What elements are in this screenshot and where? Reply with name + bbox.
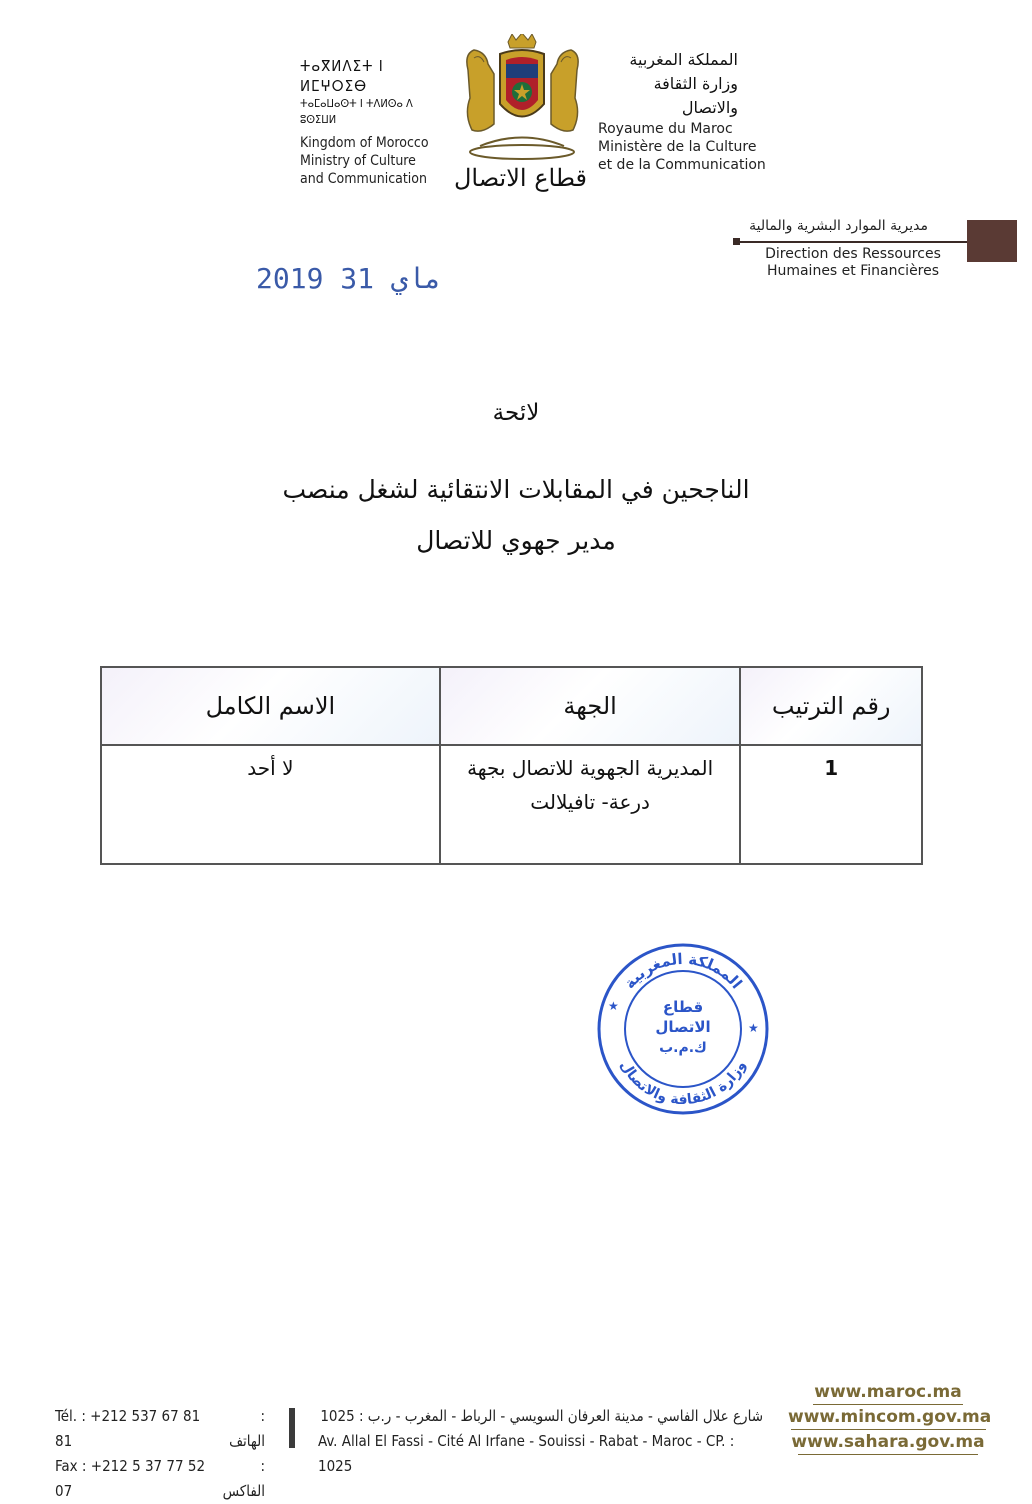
svg-text:★: ★ bbox=[608, 999, 619, 1013]
cell-region-line1: المديرية الجهوية للاتصال بجهة bbox=[467, 756, 714, 780]
website-link[interactable]: www.maroc.ma bbox=[814, 1382, 962, 1402]
header-tifinagh-line2: ⵜⴰⵎⴰⵡⴰⵙⵜ ⵏ ⵜⴷⵍⵙⴰ ⴷ ⵓⵙⵉⵡⵍ bbox=[300, 97, 413, 126]
header-fullname: الاسم الكامل bbox=[101, 667, 440, 745]
footer-divider bbox=[289, 1408, 295, 1448]
footer-fax-ar: : الفاكس bbox=[222, 1457, 265, 1500]
cell-region bbox=[440, 745, 741, 864]
directorate-accent-box bbox=[967, 220, 1017, 262]
directorate-block bbox=[735, 215, 1020, 285]
header-region: الجهة bbox=[440, 667, 741, 745]
document-subtitle-line1: الناجحين في المقابلات الانتقائية لشغل منصب bbox=[282, 475, 750, 504]
header-right-line2: Ministère de la Culture bbox=[598, 139, 757, 155]
results-table bbox=[100, 666, 923, 865]
stamp-inner-line2: الاتصال bbox=[655, 1018, 711, 1036]
header-left-line2: Ministry of Culture bbox=[300, 153, 416, 169]
header-rank: رقم الترتيب bbox=[740, 667, 922, 745]
header-right-block bbox=[598, 48, 766, 174]
table-row bbox=[101, 745, 922, 864]
stamp-inner-line1: قطاع bbox=[662, 998, 704, 1016]
directorate-fr-line1: Direction des Ressources bbox=[765, 246, 941, 262]
date-stamp: 2019 ماي 31 bbox=[256, 262, 442, 295]
stamp-inner-line3: ك.م.ب bbox=[659, 1040, 707, 1056]
svg-text:★: ★ bbox=[748, 1021, 759, 1035]
sector-title: قطاع الاتصال bbox=[453, 164, 588, 192]
footer-address-fr: Av. Allal El Fassi - Cité Al Irfane - Souissi - Rabat - Maroc - CP. : 1025 bbox=[318, 1432, 735, 1475]
table-header-row bbox=[101, 667, 922, 745]
stamp-outer-top: المملكة المغربية bbox=[620, 949, 746, 993]
footer-address-ar: شارع علال الفاسي - مدينة العرفان السويسي - الرباط - المغرب - ر.ب : 1025 bbox=[320, 1407, 763, 1425]
cell-name: لا أحد bbox=[101, 745, 440, 864]
directorate-divider bbox=[735, 241, 967, 243]
stamp-outer-bottom: وزارة الثقافة والاتصال bbox=[616, 1058, 750, 1109]
header-left-line1: Kingdom of Morocco bbox=[300, 135, 429, 151]
footer-fax-row bbox=[55, 1454, 265, 1504]
website-link[interactable]: www.mincom.gov.ma bbox=[788, 1407, 992, 1427]
footer-tel: Tél. : +212 537 67 81 81 bbox=[55, 1407, 201, 1450]
website-link[interactable]: www.sahara.gov.ma bbox=[791, 1432, 985, 1452]
directorate-fr bbox=[753, 246, 953, 280]
header-ar-kingdom: المملكة المغربية bbox=[629, 50, 738, 69]
header-left-line3: and Communication bbox=[300, 171, 427, 187]
footer-tel-row bbox=[55, 1404, 265, 1454]
document-title: لائحة bbox=[492, 400, 540, 426]
official-stamp bbox=[594, 940, 772, 1118]
footer-tel-ar: : الهاتف bbox=[229, 1407, 265, 1450]
footer-address bbox=[318, 1404, 763, 1479]
footer-fax: Fax : +212 5 37 77 52 07 bbox=[55, 1457, 206, 1500]
header-left-block bbox=[300, 56, 445, 188]
document-subtitle-line2: مدير جهوي للاتصال bbox=[416, 526, 616, 555]
cell-rank: 1 bbox=[740, 745, 922, 864]
cell-region-line2: درعة- تافيلالت bbox=[530, 790, 650, 814]
footer-websites bbox=[788, 1380, 992, 1455]
header-right-line3: et de la Communication bbox=[598, 157, 766, 173]
directorate-fr-line2: Humaines et Financières bbox=[766, 263, 940, 279]
header-right-line1: Royaume du Maroc bbox=[598, 121, 733, 137]
header-ar-ministry: وزارة الثقافة والاتصال bbox=[653, 74, 738, 117]
website-underline bbox=[798, 1454, 978, 1455]
moroccan-coat-of-arms-icon bbox=[460, 34, 585, 162]
directorate-ar: مديرية الموارد البشرية والمالية bbox=[749, 218, 928, 234]
header-tifinagh-line1: ⵜⴰⴳⵍⴷⵉⵜ ⵏ ⵍⵎⵖⵔⵉⴱ bbox=[300, 57, 384, 95]
footer-contact bbox=[55, 1404, 265, 1504]
